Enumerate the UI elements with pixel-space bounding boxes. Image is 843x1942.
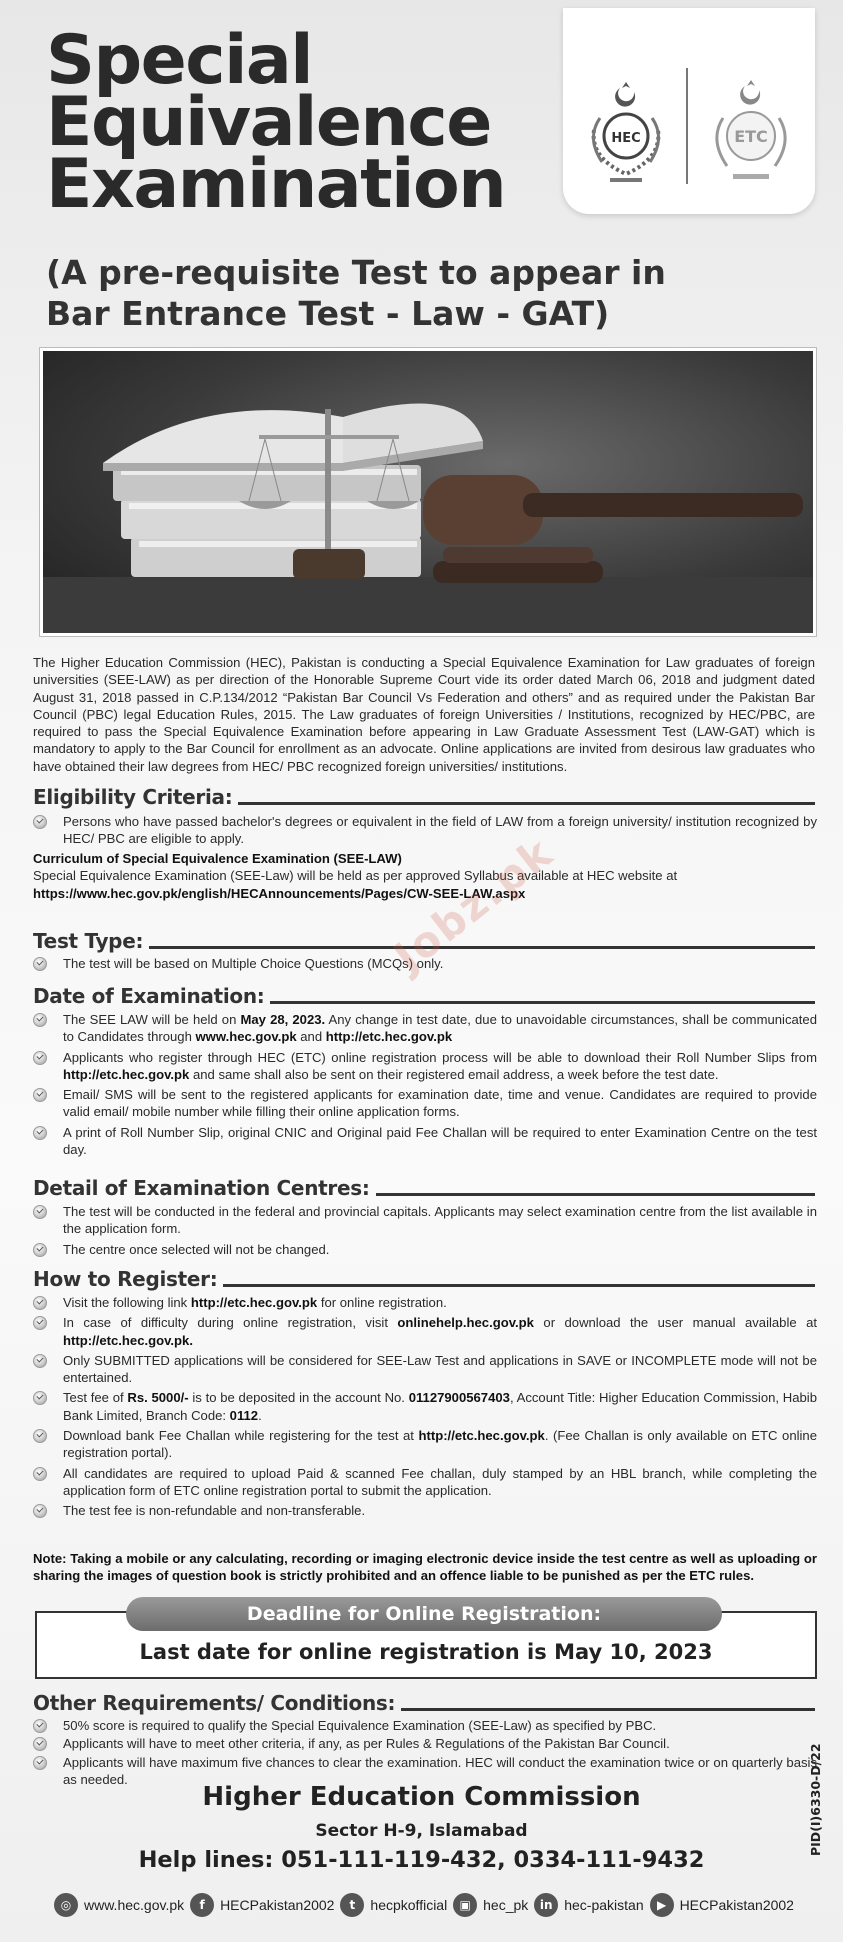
social-twitter[interactable]: t hecpkofficial [340, 1893, 447, 1917]
check-bullet-icon [33, 1126, 47, 1140]
check-bullet-icon [33, 1296, 47, 1310]
instagram-icon: ▣ [453, 1893, 477, 1917]
svg-text:ETC: ETC [734, 127, 768, 146]
list-item: Persons who have passed bachelor's degrees or equivalent in the field of LAW from a foreign university/ institution recognized by HEC/ PBC are eligible to apply. [33, 813, 817, 848]
list-item: Applicants who register through HEC (ETC) online registration process will be able to download their Roll Number Slips from http://etc.hec.gov.pk and same shall also be sent on their registered email address, a week before the test date. [33, 1049, 817, 1084]
eligibility-heading [33, 784, 815, 810]
social-youtube[interactable]: ▶ HECPakistan2002 [650, 1893, 794, 1917]
social-facebook[interactable]: f HECPakistan2002 [190, 1893, 334, 1917]
list-item: Applicants will have maximum five chances to clear the examination. HEC will conduct the examination twice or on quarterly basis as needed. [33, 1754, 817, 1789]
logo-card [563, 8, 815, 214]
list-item: Download bank Fee Challan while registering for the test at http://etc.hec.gov.pk. (Fee Challan is only available on ETC online registration portal). [33, 1427, 817, 1462]
list-item: All candidates are required to upload Paid & scanned Fee challan, duly stamped by an HBL branch, while completing the application form of ETC online registration portal to submit the application. [33, 1465, 817, 1500]
twitter-icon: t [340, 1893, 364, 1917]
check-bullet-icon [33, 815, 47, 829]
list-item: 50% score is required to qualify the Special Equivalence Examination (SEE-Law) as specified by PBC. [33, 1717, 817, 1734]
register-heading [33, 1266, 815, 1292]
title-line: Examination [46, 145, 506, 224]
note-paragraph: Note: Taking a mobile or any calculating, recording or imaging electronic device inside the test centre as well as uploading or sharing the images of question book is strictly prohibited and an offence liable to be punished as per the ETC rules. [33, 1551, 817, 1584]
other-list [33, 1717, 817, 1789]
social-instagram[interactable]: ▣ hec_pk [453, 1893, 528, 1917]
check-bullet-icon [33, 1467, 47, 1481]
curriculum-link[interactable]: https://www.hec.gov.pk/english/HECAnnouncements/Pages/CW-SEE-LAW.aspx [33, 885, 526, 901]
centres-list [33, 1203, 817, 1261]
social-linkedin[interactable]: in hec-pakistan [534, 1893, 643, 1917]
list-item: Visit the following link http://etc.hec.gov.pk for online registration. [33, 1294, 817, 1311]
section-heading-text: Date of Examination: [33, 984, 265, 1008]
check-bullet-icon [33, 957, 47, 971]
svg-text:HEC: HEC [611, 131, 641, 146]
linkedin-icon: in [534, 1893, 558, 1917]
subtitle-line: (A pre-requisite Test to appear in [46, 253, 666, 292]
check-bullet-icon [33, 1756, 47, 1770]
books-scale-gavel-illustration [43, 351, 813, 633]
intro-paragraph: The Higher Education Commission (HEC), Pakistan is conducting a Special Equivalence Examination for Law graduates of foreign universities (SEE-LAW) as per direction of the Honorable Supreme Court vide its order dated March 06, 2018 and judgment dated August 31, 2018 passed in C.P.134/2012 “Pakistan Bar Council Vs Federation and others” and as required under the Pakistan Bar Council (PBC) legal Education Rules, 2015. The Law graduates of foreign Universities / Institutions, recognized by HEC/PBC, are required to pass the Special Equivalence Examination before appearing in Law Graduate Assessment Test (LAW-GAT) which is mandatory to apply to the Bar Council for enrollment as an advocate. Online applications are invited from desirous law graduates who have obtained their law degrees from HEC/ PBC recognized foreign universities/ institutions. [33, 655, 815, 774]
page-title [46, 21, 566, 224]
list-item: The test will be based on Multiple Choice Questions (MCQs) only. [33, 955, 817, 972]
check-bullet-icon [33, 1354, 47, 1368]
heading-rule [223, 1284, 815, 1287]
hec-logo [580, 78, 672, 184]
org-address: Sector H-9, Islamabad [315, 1821, 528, 1841]
list-item: The centre once selected will not be changed. [33, 1241, 817, 1258]
eligibility-list [33, 813, 817, 851]
section-heading-text: Test Type: [33, 929, 144, 953]
section-heading-text: How to Register: [33, 1267, 218, 1291]
heading-rule [149, 946, 815, 949]
deadline-label: Deadline for Online Registration: [126, 1597, 722, 1631]
curriculum-block [33, 850, 817, 902]
subtitle-line: Bar Entrance Test - Law - GAT) [46, 294, 610, 333]
check-bullet-icon [33, 1504, 47, 1518]
pid-code: PID(I)6330-D/22 [808, 1743, 823, 1856]
check-bullet-icon [33, 1013, 47, 1027]
title-line: Special [46, 21, 313, 100]
social-website[interactable]: ◎ www.hec.gov.pk [54, 1893, 184, 1917]
check-bullet-icon [33, 1429, 47, 1443]
hero-image [40, 348, 816, 636]
logo-divider [686, 68, 688, 184]
check-bullet-icon [33, 1051, 47, 1065]
heading-rule [270, 1001, 815, 1004]
curriculum-title: Curriculum of Special Equivalence Examination (SEE-LAW) [33, 851, 402, 866]
list-item: The test fee is non-refundable and non-transferable. [33, 1502, 817, 1519]
deadline-text: Last date for online registration is May 10, 2023 [139, 1640, 713, 1664]
section-heading-text: Other Requirements/ Conditions: [33, 1691, 396, 1715]
curriculum-text: Special Equivalence Examination (SEE-Law) will be held as per approved Syllabus available at HEC website at [33, 868, 678, 884]
helplines: Help lines: 051-111-119-432, 0334-111-9432 [138, 1847, 705, 1873]
other-heading [33, 1690, 815, 1716]
youtube-icon: ▶ [650, 1893, 674, 1917]
list-item: Only SUBMITTED applications will be considered for SEE-Law Test and applications in SAVE or INCOMPLETE mode will not be entertained. [33, 1352, 817, 1387]
check-bullet-icon [33, 1719, 47, 1733]
check-bullet-icon [33, 1737, 47, 1751]
watermark: Jobz.pk [384, 827, 563, 982]
heading-rule [401, 1708, 815, 1711]
list-item: Email/ SMS will be sent to the registered applicants for examination date, time and venue. Candidates are required to provide valid email/ mobile number while filling their online application forms. [33, 1086, 817, 1121]
register-list [33, 1294, 817, 1523]
list-item: Applicants will have to meet other criteria, if any, as per Rules & Regulations of the Pakistan Bar Council. [33, 1735, 817, 1752]
check-bullet-icon [33, 1391, 47, 1405]
centres-heading [33, 1175, 815, 1201]
check-bullet-icon [33, 1243, 47, 1257]
social-links [54, 1890, 794, 1920]
facebook-icon: f [190, 1893, 214, 1917]
etc-logo [705, 78, 797, 184]
org-name: Higher Education Commission [202, 1782, 641, 1812]
list-item: The test will be conducted in the federal and provincial capitals. Applicants may select examination centre from the list available in the application form. [33, 1203, 817, 1238]
heading-rule [238, 802, 815, 805]
list-item: A print of Roll Number Slip, original CNIC and Original paid Fee Challan will be required to enter Examination Centre on the test day. [33, 1124, 817, 1159]
check-bullet-icon [33, 1316, 47, 1330]
page-subtitle [46, 252, 746, 334]
date-heading [33, 983, 815, 1009]
title-line: Equivalence [46, 83, 491, 162]
list-item: Test fee of Rs. 5000/- is to be deposited in the account No. 01127900567403, Account Title: Higher Education Commission, Habib Bank Limited, Branch Code: 0112. [33, 1389, 817, 1424]
section-heading-text: Detail of Examination Centres: [33, 1176, 370, 1200]
section-heading-text: Eligibility Criteria: [33, 785, 233, 809]
check-bullet-icon [33, 1088, 47, 1102]
globe-icon: ◎ [54, 1893, 78, 1917]
date-list [33, 1011, 817, 1161]
list-item: In case of difficulty during online registration, visit onlinehelp.hec.gov.pk or download the user manual available at http://etc.hec.gov.pk. [33, 1314, 817, 1349]
check-bullet-icon [33, 1205, 47, 1219]
list-item: The SEE LAW will be held on May 28, 2023. Any change in test date, due to unavoidable circumstances, shall be communicated to Candidates through www.hec.gov.pk and http://etc.hec.gov.pk [33, 1011, 817, 1046]
heading-rule [376, 1193, 815, 1196]
